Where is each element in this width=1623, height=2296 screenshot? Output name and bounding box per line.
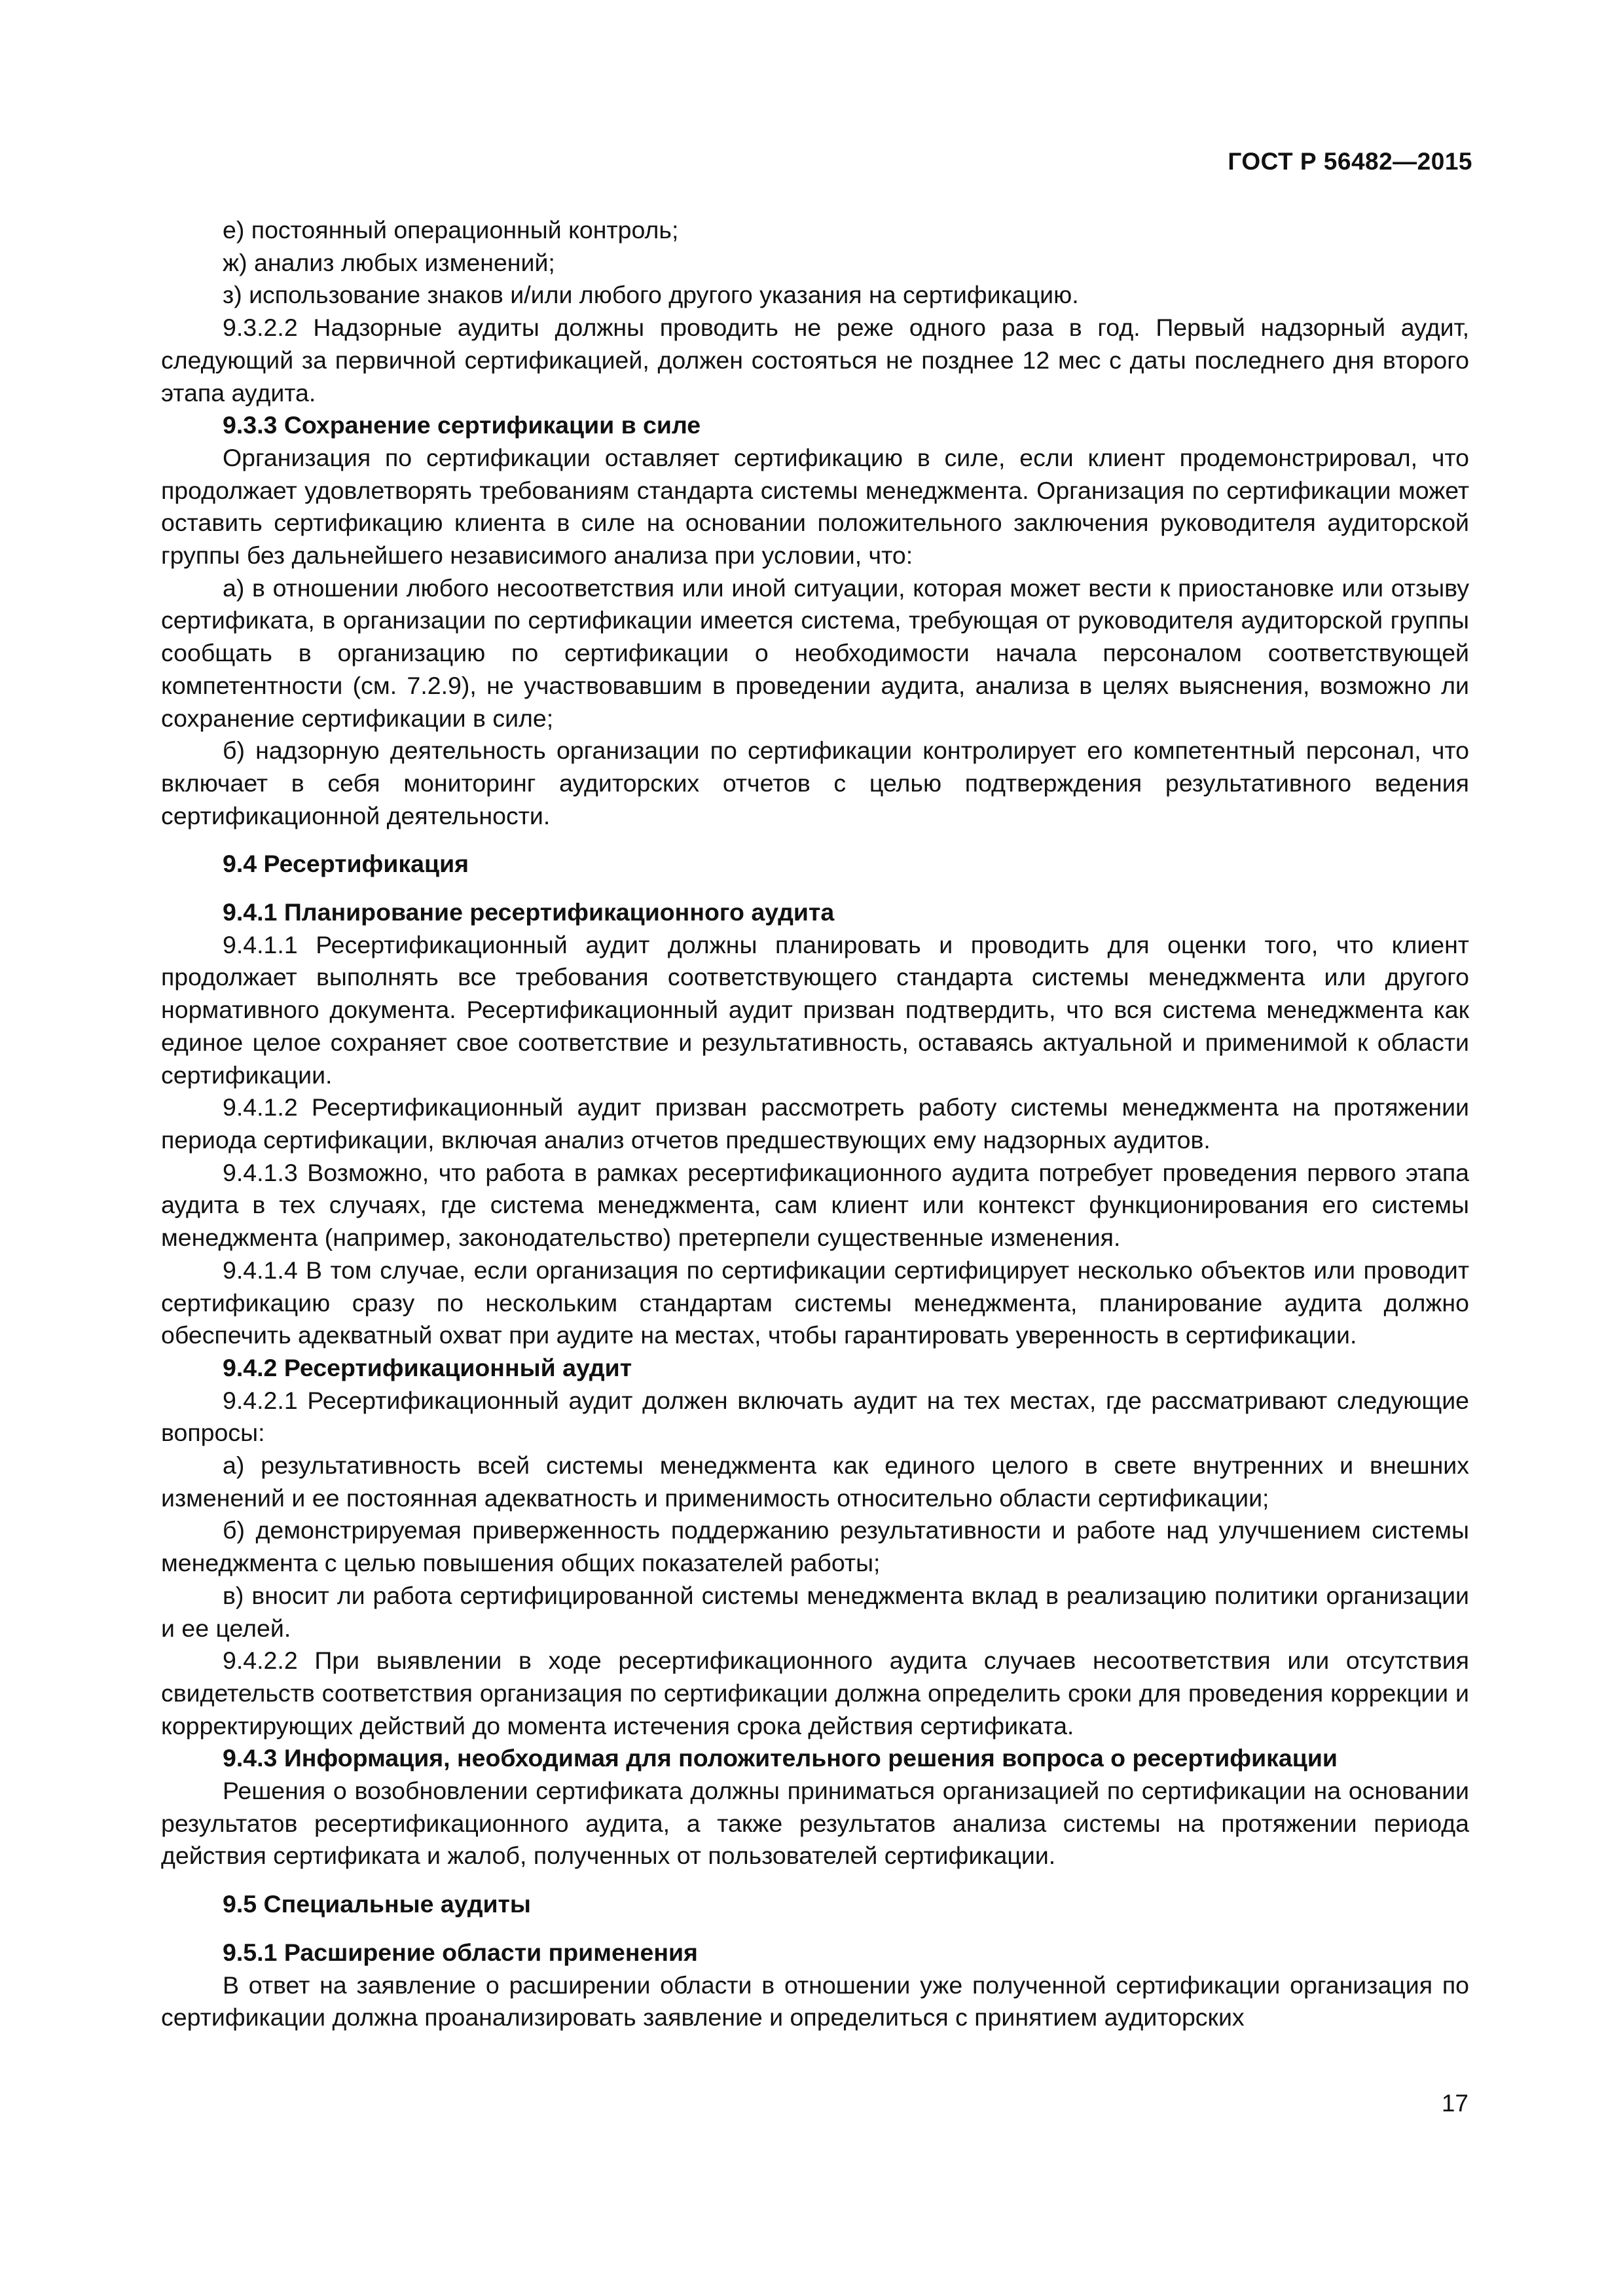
body-paragraph: 9.4.1.4 В том случае, если организация по сертификации сертифицирует несколько объектов или проводит сертификацию сразу по нескольким стандартам системы менеджмента, планирование аудита должно обеспечить адекватный охват при аудите на местах, чтобы гарантировать уверенность в сертификации. (161, 1256, 1469, 1349)
body-paragraph: 9.3.2.2 Надзорные аудиты должны проводить не реже одного раза в год. Первый надзорный аудит, следующий за первичной сертификацией, должен состояться не позднее 12 мес с даты последнего дня второго этапа аудита. (161, 314, 1469, 407)
document-code-header: ГОСТ Р 56482—2015 (1228, 148, 1472, 175)
body-paragraph: е) постоянный операционный контроль; (223, 216, 679, 244)
section-heading: 9.5.1 Расширение области применения (223, 1938, 698, 1966)
body-paragraph: 9.4.1.3 Возможно, что работа в рамках ресертификационного аудита потребует проведения первого этапа аудита в тех случаях, где система менеджмента, сам клиент или контекст функционирования его системы менеджмента (например, законодательство) претерпели существенные изменения. (161, 1158, 1469, 1252)
body-paragraph: Решения о возобновлении сертификата должны приниматься организацией по сертификации на основании результатов ресертификационного аудита, а также результатов анализа системы на протяжении периода действия сертификата и жалоб, полученных от пользователей сертификации. (161, 1777, 1469, 1870)
section-heading: 9.4.2 Ресертификационный аудит (223, 1353, 632, 1381)
body-paragraph: 9.4.2.1 Ресертификационный аудит должен включать аудит на тех местах, где рассматривают следующие вопросы: (161, 1386, 1469, 1447)
page-number: 17 (1441, 2090, 1468, 2117)
body-paragraph: 9.4.1.1 Ресертификационный аудит должны планировать и проводить для оценки того, что клиент продолжает выполнять все требования соответствующего стандарта системы менеджмента или другого нормативного документа. Ресертификационный аудит призван подтвердить, что вся система менеджмента как единое целое сохраняет свое соответствие и результативность, оставаясь актуальной и применимой к области сертификации. (161, 930, 1469, 1089)
body-paragraph: Организация по сертификации оставляет сертификацию в силе, если клиент продемонстрировал, что продолжает удовлетворять требованиям стандарта системы менеджмента. Организация по сертификации может оставить сертификацию клиента в силе на основании положительного заключения руководителя аудиторской группы без дальнейшего независимого анализа при условии, что: (161, 443, 1469, 570)
document-body (161, 214, 1469, 2034)
section-heading: 9.3.3 Сохранение сертификации в силе (223, 411, 701, 439)
body-paragraph: ж) анализ любых изменений; (223, 248, 555, 276)
body-paragraph: а) в отношении любого несоответствия или иной ситуации, которая может вести к приостановке или отзыву сертификата, в организации по сертификации имеется система, требующая от руководителя аудиторской группы сообщать в организацию по сертификации о необходимости начала персоналом соответствующей компетентности (см. 7.2.9), не участвовавшим в проведении аудита, анализа в целях выяснения, возможно ли сохранение сертификации в силе; (161, 574, 1469, 732)
body-paragraph: а) результативность всей системы менеджмента как единого целого в свете внутренних и внешних изменений и ее постоянная адекватность и применимость относительно области сертификации; (161, 1451, 1469, 1512)
section-heading: 9.5 Специальные аудиты (223, 1890, 531, 1918)
body-paragraph: з) использование знаков и/или любого другого указания на сертификацию. (223, 281, 1079, 309)
section-heading: 9.4.1 Планирование ресертификационного аудита (223, 898, 835, 926)
body-paragraph: В ответ на заявление о расширении области в отношении уже полученной сертификации организация по сертификации должна проанализировать заявление и определиться с принятием аудиторских (161, 1971, 1469, 2032)
body-paragraph: б) надзорную деятельность организации по сертификации контролирует его компетентный персонал, что включает в себя мониторинг аудиторских отчетов с целью подтверждения результативного ведения сертификационной деятельности. (161, 737, 1469, 829)
section-heading: 9.4 Ресертификация (223, 850, 469, 878)
body-paragraph: 9.4.1.2 Ресертификационный аудит призван рассмотреть работу системы менеджмента на протяжении периода сертификации, включая анализ отчетов предшествующих ему надзорных аудитов. (161, 1093, 1469, 1154)
body-paragraph: в) вносит ли работа сертифицированной системы менеджмента вклад в реализацию политики организации и ее целей. (161, 1581, 1469, 1642)
body-paragraph: 9.4.2.2 При выявлении в ходе ресертификационного аудита случаев несоответствия или отсутствия свидетельств соответствия организация по сертификации должна определить сроки для проведения коррекции и корректирующих действий до момента истечения срока действия сертификата. (161, 1647, 1469, 1740)
section-heading: 9.4.3 Информация, необходимая для положительного решения вопроса о ресертификации (223, 1744, 1338, 1772)
body-paragraph: б) демонстрируемая приверженность поддержанию результативности и работе над улучшением системы менеджмента с целью повышения общих показателей работы; (161, 1516, 1469, 1577)
